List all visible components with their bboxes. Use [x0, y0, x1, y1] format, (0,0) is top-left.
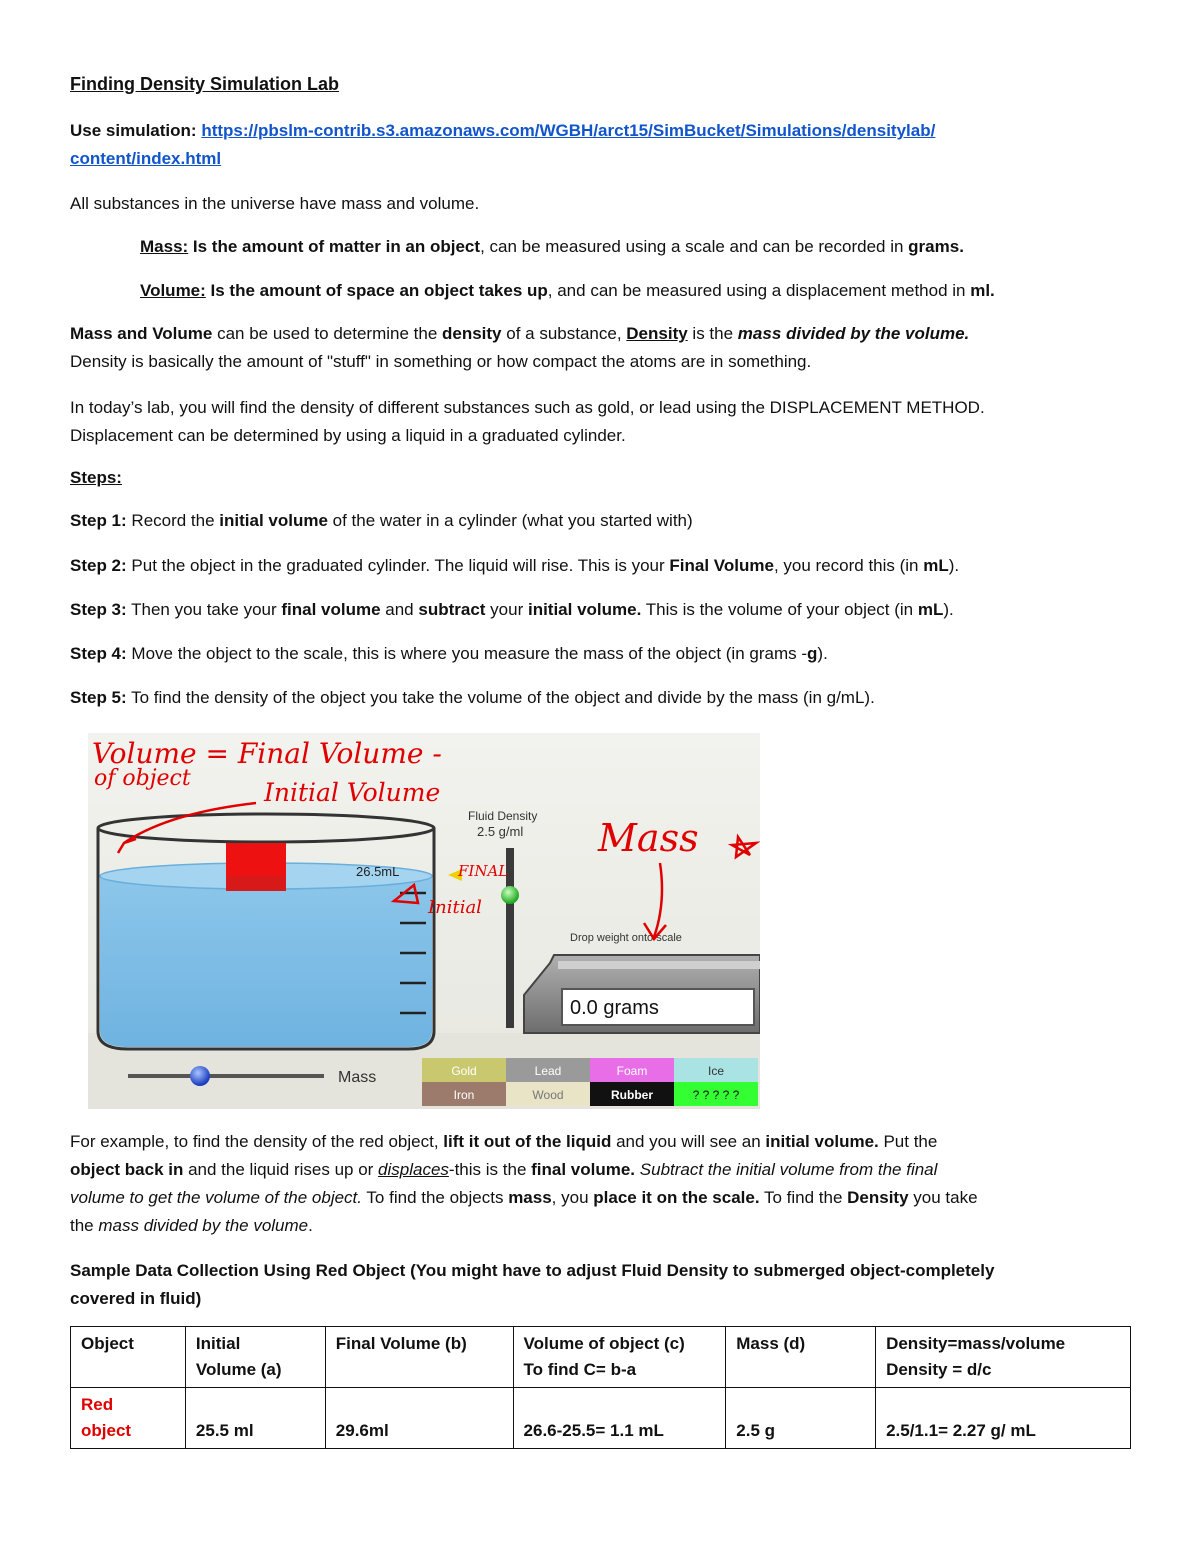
step-text: ).: [817, 644, 828, 663]
step-5: [70, 688, 875, 708]
table-cell-final: 29.6ml: [325, 1388, 513, 1449]
step-label: Step 1:: [70, 511, 127, 530]
red-object-submerged: [226, 876, 286, 891]
step-label: Step 3:: [70, 600, 127, 619]
example-text: To find the: [759, 1188, 848, 1207]
table-header-cell: Final Volume (b): [325, 1327, 513, 1388]
sample-data-heading: [70, 1257, 1140, 1313]
step-text: ).: [948, 556, 960, 575]
annot-mass: Mass: [598, 816, 699, 860]
annot-final: FINAL: [458, 862, 509, 880]
example-text: and you will see an: [611, 1132, 766, 1151]
example-text: you take: [908, 1188, 978, 1207]
material-label: Wood: [532, 1088, 564, 1102]
simulation-url-line2[interactable]: content/index.html: [70, 149, 222, 168]
table-cell-initial: 25.5 ml: [185, 1388, 325, 1449]
table-cell-mass: 2.5 g: [726, 1388, 876, 1449]
example-text: .: [308, 1216, 313, 1235]
step-label: Step 5:: [70, 688, 127, 707]
table-header-cell: Volume of object (c) To find C= b-a: [513, 1327, 726, 1388]
example-bold: initial volume.: [765, 1132, 879, 1151]
step-text: and: [380, 600, 419, 619]
example-text: For example, to find the density of the red object,: [70, 1132, 444, 1151]
material-label: Gold: [451, 1064, 477, 1078]
scale[interactable]: [524, 955, 760, 1033]
example-bold: Density: [847, 1188, 909, 1207]
example-bold: lift it out of the liquid: [443, 1132, 612, 1151]
example-bold: final volume.: [531, 1160, 636, 1179]
sample-data-table: [70, 1326, 1131, 1449]
table-header-row: [71, 1327, 1131, 1388]
step-3: [70, 600, 954, 620]
example-italic: volume to get the volume of the object.: [70, 1188, 363, 1207]
step-4: [70, 644, 828, 664]
example-text: and the liquid rises up or: [183, 1160, 379, 1179]
step-bold: final volume: [281, 600, 381, 619]
step-1: [70, 511, 693, 531]
example-bold: place it on the scale.: [593, 1188, 760, 1207]
steps-heading: Steps:: [70, 468, 122, 487]
example-text: Put the: [878, 1132, 938, 1151]
density-para-part: of a substance,: [501, 324, 627, 343]
example-italic: mass divided by the volume: [98, 1216, 309, 1235]
step-bold: subtract: [418, 600, 486, 619]
volume-def-bold: Is the amount of space an object takes up: [205, 281, 548, 300]
annot-volume-line3: Initial Volume: [264, 778, 441, 807]
density-para-part: Density: [626, 324, 688, 343]
mass-slider-knob[interactable]: [190, 1066, 210, 1086]
example-bold: mass: [508, 1188, 552, 1207]
step-bold: initial volume: [219, 511, 328, 530]
scale-reading: 0.0 grams: [570, 997, 659, 1019]
step-text: ).: [943, 600, 954, 619]
step-text: Record the: [126, 511, 220, 530]
water: [100, 876, 432, 1047]
density-para-part: Density is basically the amount of "stuff" in something or how compact the atoms are in something.: [70, 352, 812, 371]
step-text: To find the density of the object you take the volume of the object and divide by the mass (in g/mL).: [126, 688, 875, 707]
table-row: [71, 1388, 1131, 1449]
annot-initial: Initial: [428, 897, 482, 918]
table-header-cell: Density=mass/volume Density = d/c: [876, 1327, 1131, 1388]
table-header-cell: Object: [71, 1327, 186, 1388]
example-bold: object back in: [70, 1160, 184, 1179]
step-text: of the water in a cylinder (what you started with): [327, 511, 693, 530]
mass-term: Mass:: [140, 237, 189, 256]
example-italic: Subtract the initial volume from the final: [635, 1160, 938, 1179]
density-paragraph: [70, 320, 1140, 376]
step-label: Step 4:: [70, 644, 127, 663]
material-label: Rubber: [611, 1088, 653, 1102]
material-grid: [422, 1058, 758, 1106]
density-para-part: Mass and Volume: [70, 324, 213, 343]
mass-unit: grams.: [908, 237, 964, 256]
example-text: the: [70, 1216, 99, 1235]
volume-def-rest: , and can be measured using a displacement method in: [547, 281, 971, 300]
step-text: Put the object in the graduated cylinder. The liquid will rise. This is your: [126, 556, 670, 575]
step-bold: initial volume.: [527, 600, 642, 619]
drop-weight-label: Drop weight onto scale: [570, 932, 682, 944]
example-text: -this is the: [448, 1160, 532, 1179]
material-label: ? ? ? ? ?: [692, 1088, 740, 1102]
step-text: Move the object to the scale, this is where you measure the mass of the object (in grams -: [126, 644, 808, 663]
material-label: Ice: [707, 1064, 725, 1078]
sample-heading-line: Sample Data Collection Using Red Object (You might have to adjust Fluid Density to submerged object-completely: [70, 1261, 995, 1280]
page-title: Finding Density Simulation Lab: [70, 74, 340, 94]
mass-def-rest: , can be measured using a scale and can be recorded in: [480, 237, 909, 256]
fluid-density-slider-knob[interactable]: [501, 886, 519, 904]
table-header-cell: Initial Volume (a): [185, 1327, 325, 1388]
lab-paragraph: [70, 394, 1140, 450]
lab-para-line: In today’s lab, you will find the density of different substances such as gold, or lead using the DISPLACEMENT METHOD.: [70, 398, 985, 417]
annot-volume-line2: of object: [94, 766, 191, 791]
sample-heading-line: covered in fluid): [70, 1289, 202, 1308]
fluid-density-value: 2.5 g/ml: [477, 824, 524, 839]
table-header-cell: Mass (d): [726, 1327, 876, 1388]
step-text: This is the volume of your object (in: [641, 600, 918, 619]
step-bold: g: [807, 644, 818, 663]
material-label: Foam: [616, 1064, 648, 1078]
density-para-part: can be used to determine the: [212, 324, 442, 343]
density-para-part: mass divided by the volume.: [737, 324, 970, 343]
step-bold: mL: [917, 600, 944, 619]
density-para-part: is the: [687, 324, 738, 343]
step-text: Then you take your: [126, 600, 282, 619]
table-cell-density: 2.5/1.1= 2.27 g/ mL: [876, 1388, 1131, 1449]
example-italic: displaces: [378, 1160, 449, 1179]
table-cell-object: Red object: [71, 1388, 186, 1449]
volume-term: Volume:: [140, 281, 206, 300]
lab-para-line: Displacement can be determined by using a liquid in a graduated cylinder.: [70, 426, 626, 445]
simulation-screenshot: [88, 733, 760, 1109]
fluid-density-label: Fluid Density: [468, 809, 538, 823]
step-bold: Final Volume: [669, 556, 774, 575]
step-2: [70, 556, 959, 576]
use-simulation-label: Use simulation:: [70, 121, 197, 140]
simulation-url-line1[interactable]: https://pbslm-contrib.s3.amazonaws.com/WGBH/arct15/SimBucket/Simulations/densitylab/: [201, 121, 936, 140]
step-text: , you record this (in: [773, 556, 924, 575]
step-bold: mL: [923, 556, 949, 575]
step-label: Step 2:: [70, 556, 127, 575]
cylinder-reading: 26.5mL: [356, 864, 400, 879]
step-text: your: [485, 600, 528, 619]
simulation-link-block: [70, 117, 1140, 173]
material-label: Iron: [453, 1088, 475, 1102]
volume-unit: ml.: [970, 281, 995, 300]
mass-slider-label: Mass: [338, 1069, 377, 1086]
mass-def-bold: Is the amount of matter in an object: [188, 237, 481, 256]
density-para-part: density: [442, 324, 502, 343]
material-label: Lead: [534, 1064, 562, 1078]
mass-definition: [140, 233, 964, 261]
example-text: To find the objects: [362, 1188, 509, 1207]
intro-text: All substances in the universe have mass and volume.: [70, 194, 480, 213]
volume-definition: [140, 277, 995, 305]
example-paragraph: [70, 1128, 1140, 1240]
annot-volume-line1: Volume = Final Volume -: [92, 737, 442, 770]
example-text: , you: [551, 1188, 594, 1207]
table-cell-volume: 26.6-25.5= 1.1 mL: [513, 1388, 726, 1449]
